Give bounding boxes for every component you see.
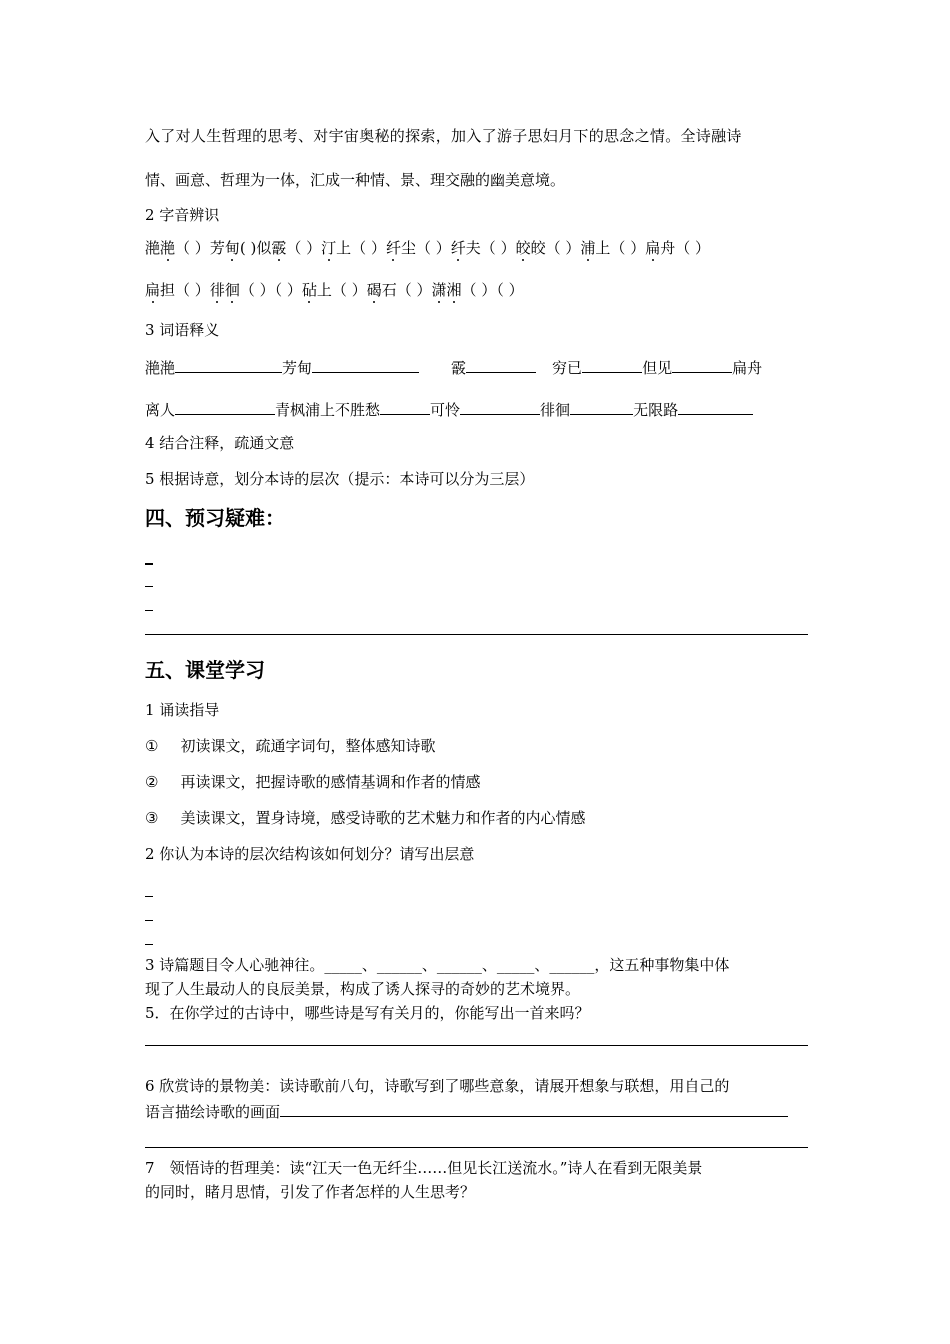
study-item-1 bbox=[145, 736, 810, 756]
pronunciation-char: 皎 bbox=[515, 239, 531, 257]
pronunciation-item bbox=[432, 281, 524, 299]
pinyin-blank[interactable]: （ ） bbox=[286, 239, 322, 257]
answer-dash-4 bbox=[145, 896, 153, 897]
pronunciation-char: 担 bbox=[160, 281, 176, 299]
study-item-2 bbox=[145, 772, 810, 792]
term-label: 可怜 bbox=[430, 401, 461, 419]
study-6-line-2 bbox=[145, 1100, 810, 1122]
definition-blank[interactable] bbox=[582, 356, 642, 373]
study-3-line-2: 现了人生最动人的良辰美景，构成了诱人探寻的奇妙的艺术境界。 bbox=[145, 980, 581, 998]
pronunciation-char: 浦 bbox=[580, 239, 596, 257]
pronunciation-char: 芳 bbox=[209, 239, 225, 257]
answer-dash-1 bbox=[145, 563, 153, 565]
section-4-title: 4 结合注释，疏通文意 bbox=[145, 434, 295, 452]
pinyin-blank[interactable]: （ ） bbox=[610, 239, 646, 257]
term-label: 扁舟 bbox=[732, 359, 763, 377]
intro-line-2: 情、画意、哲理为一体，汇成一种情、景、理交融的幽美意境。 bbox=[145, 171, 566, 189]
pinyin-blank[interactable]: （ ） bbox=[675, 239, 711, 257]
pronunciation-item bbox=[210, 239, 257, 257]
pronunciation-char: 扁 bbox=[645, 239, 661, 257]
term-label: 离人 bbox=[145, 401, 176, 419]
pinyin-blank[interactable]: （ ）（ ） bbox=[239, 281, 302, 299]
pronunciation-char: 上 bbox=[336, 239, 352, 257]
study-3-line-1: 3 诗篇题目令人心驰神往。_____、______、______、_____、______，这五种事物集中体 bbox=[145, 956, 730, 974]
pronunciation-char: 舟 bbox=[660, 239, 676, 257]
item-text-1: 初读课文，疏通字词句，整体感知诗歌 bbox=[180, 737, 436, 755]
pronunciation-char: 上 bbox=[316, 281, 332, 299]
pinyin-blank[interactable]: （ ） bbox=[545, 239, 581, 257]
section-2-title: 2 字音辨识 bbox=[145, 206, 220, 224]
section-5-title: 5 根据诗意，划分本诗的层次（提示：本诗可以分为三层） bbox=[145, 470, 535, 488]
term-label: 青枫浦上不胜愁 bbox=[275, 401, 381, 419]
pinyin-blank[interactable]: ( ) bbox=[239, 239, 257, 257]
pinyin-blank[interactable]: （ ） bbox=[415, 239, 451, 257]
study-6-prompt: 语言描绘诗歌的画面 bbox=[145, 1103, 281, 1121]
study-6-line-1: 6 欣赏诗的景物美：读诗歌前八句，诗歌写到了哪些意象，请展开想象与联想，用自己的 bbox=[145, 1077, 730, 1095]
term-label: 穷已 bbox=[552, 359, 583, 377]
term-label: 但见 bbox=[642, 359, 673, 377]
answer-line-6 bbox=[145, 1147, 808, 1148]
pronunciation-char: 夫 bbox=[465, 239, 481, 257]
definition-blank[interactable] bbox=[460, 398, 540, 415]
pronunciation-char: 汀 bbox=[321, 239, 337, 257]
pronunciation-item bbox=[210, 281, 302, 299]
pronunciation-char: 似 bbox=[256, 239, 272, 257]
item-number-3: ③ bbox=[145, 809, 159, 827]
definition-blank[interactable] bbox=[678, 398, 753, 415]
pronunciation-char: 霰 bbox=[271, 239, 287, 257]
pinyin-blank[interactable]: （ ） bbox=[175, 239, 210, 257]
pronunciation-char: 纤 bbox=[450, 239, 466, 257]
term-label: 无限路 bbox=[633, 401, 679, 419]
item-text-3: 美读课文，置身诗境，感受诗歌的艺术魅力和作者的内心情感 bbox=[180, 809, 586, 827]
item-number-2: ② bbox=[145, 773, 159, 791]
pinyin-blank[interactable]: （ ） bbox=[480, 239, 516, 257]
term-label: 霰 bbox=[451, 359, 467, 377]
pronunciation-row-2 bbox=[145, 280, 810, 300]
pronunciation-char: 纤 bbox=[385, 239, 401, 257]
pronunciation-item bbox=[321, 239, 386, 257]
definition-blank[interactable] bbox=[672, 356, 732, 373]
pronunciation-row-1 bbox=[145, 238, 810, 258]
definition-blank[interactable] bbox=[312, 356, 419, 373]
definition-blank[interactable] bbox=[380, 398, 430, 415]
pronunciation-item bbox=[256, 239, 321, 257]
pronunciation-char: 上 bbox=[595, 239, 611, 257]
pronunciation-char: 碣 bbox=[366, 281, 382, 299]
pronunciation-char: 砧 bbox=[301, 281, 317, 299]
pronunciation-char: 滟 bbox=[145, 239, 161, 257]
section-3-title: 3 词语释义 bbox=[145, 321, 220, 339]
pinyin-blank[interactable]: （ ） bbox=[331, 281, 367, 299]
item-number-1: ① bbox=[145, 737, 159, 755]
pronunciation-char: 皎 bbox=[530, 239, 546, 257]
term-label: 芳甸 bbox=[282, 359, 313, 377]
heading-classroom-learning: 五、课堂学习 bbox=[145, 658, 265, 682]
study-2-title: 2 你认为本诗的层次结构该如何划分？请写出层意 bbox=[145, 845, 475, 863]
study-7-line-1: 7 领悟诗的哲理美：读“江天一色无纤尘……但见长江送流水。”诗人在看到无限美景 bbox=[145, 1159, 703, 1177]
divider-line bbox=[145, 634, 808, 635]
answer-dash-2 bbox=[145, 586, 153, 587]
study-7-line-2: 的同时，睹月思情，引发了作者怎样的人生思考？ bbox=[145, 1183, 476, 1201]
pronunciation-char: 湘 bbox=[446, 281, 462, 299]
pronunciation-item bbox=[145, 239, 210, 257]
intro-line-1: 入了对人生哲理的思考、对宇宙奥秘的探索，加入了游子思妇月下的思念之情。全诗融诗 bbox=[145, 127, 742, 145]
pinyin-blank[interactable]: （ ） bbox=[396, 281, 432, 299]
definition-blank[interactable] bbox=[570, 398, 633, 415]
pronunciation-item bbox=[516, 239, 581, 257]
pronunciation-char: 潇 bbox=[431, 281, 447, 299]
answer-blank-6[interactable] bbox=[280, 1100, 788, 1117]
pronunciation-char: 石 bbox=[381, 281, 397, 299]
heading-preview-difficulties: 四、预习疑难： bbox=[145, 506, 285, 530]
pronunciation-char: 滟 bbox=[160, 239, 176, 257]
item-text-2: 再读课文，把握诗歌的感情基调和作者的情感 bbox=[180, 773, 481, 791]
pronunciation-char: 甸 bbox=[224, 239, 240, 257]
pronunciation-item bbox=[302, 281, 367, 299]
answer-dash-3 bbox=[145, 610, 153, 611]
pinyin-blank[interactable]: （ ） bbox=[351, 239, 386, 257]
pronunciation-char: 尘 bbox=[400, 239, 416, 257]
pronunciation-item bbox=[367, 281, 432, 299]
answer-line-5 bbox=[145, 1045, 808, 1046]
answer-dash-6 bbox=[145, 944, 153, 945]
pronunciation-char: 扁 bbox=[145, 281, 161, 299]
pronunciation-char: 徊 bbox=[224, 281, 240, 299]
pronunciation-item bbox=[645, 239, 710, 257]
term-label: 滟滟 bbox=[145, 359, 176, 377]
pinyin-blank[interactable]: （ ）（ ） bbox=[461, 281, 524, 299]
term-label: 徘徊 bbox=[540, 401, 571, 419]
pinyin-blank[interactable]: （ ） bbox=[175, 281, 210, 299]
definition-row-1 bbox=[145, 356, 810, 378]
pronunciation-char: 徘 bbox=[209, 281, 225, 299]
study-5-title: 5．在你学过的古诗中，哪些诗是写有关月的，你能写出一首来吗？ bbox=[145, 1004, 590, 1022]
definition-blank[interactable] bbox=[466, 356, 536, 373]
pronunciation-item bbox=[386, 239, 451, 257]
definition-blank[interactable] bbox=[175, 356, 282, 373]
definition-blank[interactable] bbox=[175, 398, 275, 415]
pronunciation-item bbox=[451, 239, 516, 257]
study-1-title: 1 诵读指导 bbox=[145, 701, 220, 719]
answer-dash-5 bbox=[145, 920, 153, 921]
study-item-3 bbox=[145, 808, 810, 828]
pronunciation-item bbox=[145, 281, 210, 299]
pronunciation-item bbox=[580, 239, 645, 257]
definition-row-2 bbox=[145, 398, 810, 420]
